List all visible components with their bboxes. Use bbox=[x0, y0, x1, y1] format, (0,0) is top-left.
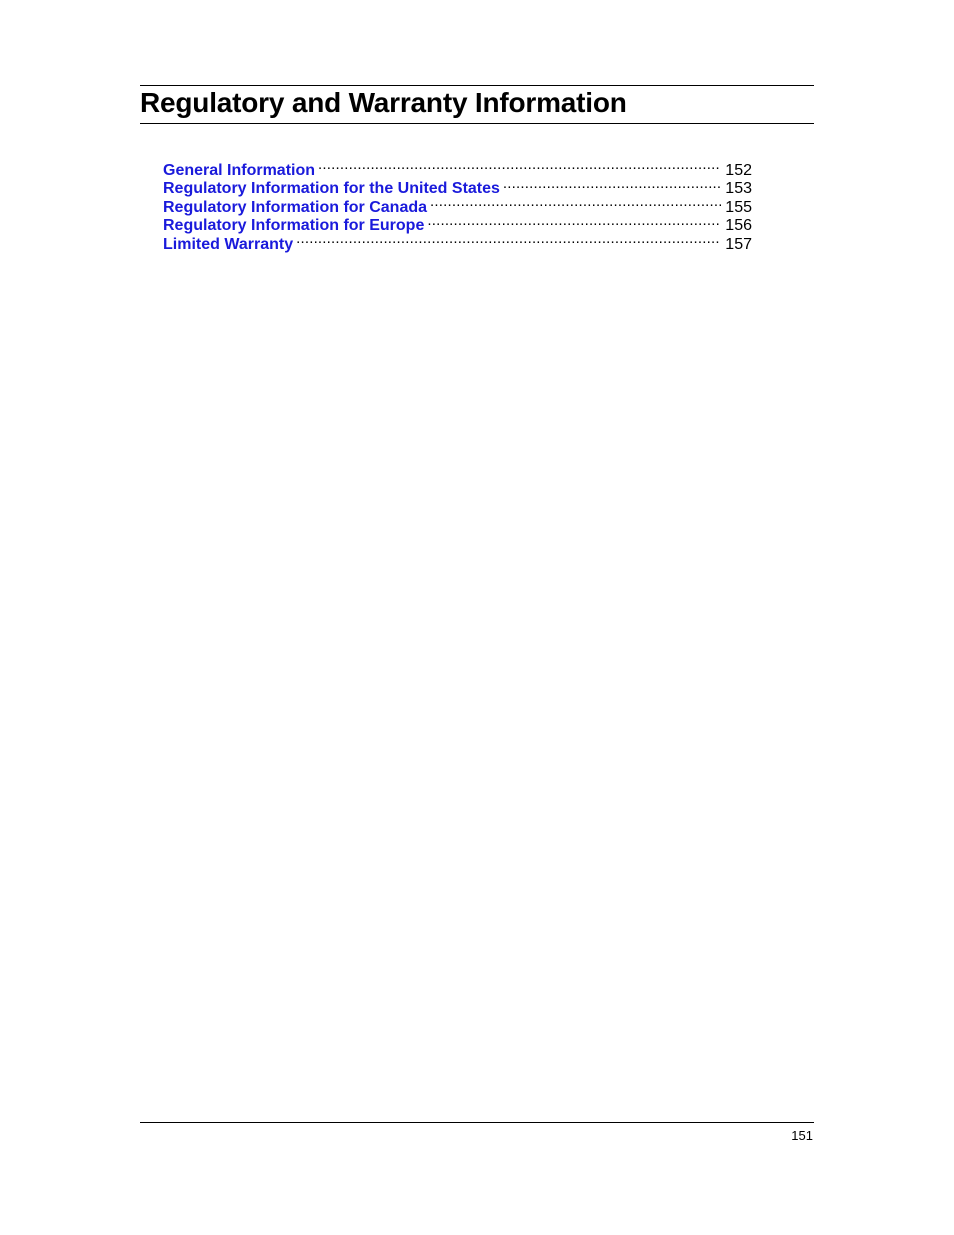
toc-page-number: 152 bbox=[725, 161, 752, 179]
toc-page-number: 156 bbox=[725, 217, 752, 235]
table-of-contents bbox=[163, 156, 752, 253]
toc-dot-leader bbox=[430, 193, 721, 212]
toc-dot-leader bbox=[427, 212, 721, 231]
toc-link-regulatory-europe[interactable]: Regulatory Information for Europe bbox=[163, 217, 425, 235]
toc-dot-leader bbox=[296, 230, 721, 249]
toc-link-limited-warranty[interactable]: Limited Warranty bbox=[163, 235, 294, 253]
toc-page-number: 155 bbox=[725, 198, 752, 216]
toc-link-general-information[interactable]: General Information bbox=[163, 161, 316, 179]
footer-rule bbox=[140, 1122, 814, 1123]
toc-page-number: 153 bbox=[725, 180, 752, 198]
title-bottom-rule bbox=[140, 123, 814, 124]
toc-dot-leader bbox=[318, 156, 721, 175]
page-number: 151 bbox=[791, 1128, 813, 1143]
toc-entry-general-information bbox=[163, 156, 752, 179]
toc-link-regulatory-canada[interactable]: Regulatory Information for Canada bbox=[163, 198, 428, 216]
toc-link-regulatory-united-states[interactable]: Regulatory Information for the United States bbox=[163, 180, 500, 198]
toc-page-number: 157 bbox=[725, 235, 752, 253]
toc-dot-leader bbox=[503, 175, 721, 194]
page-title: Regulatory and Warranty Information bbox=[140, 87, 627, 118]
